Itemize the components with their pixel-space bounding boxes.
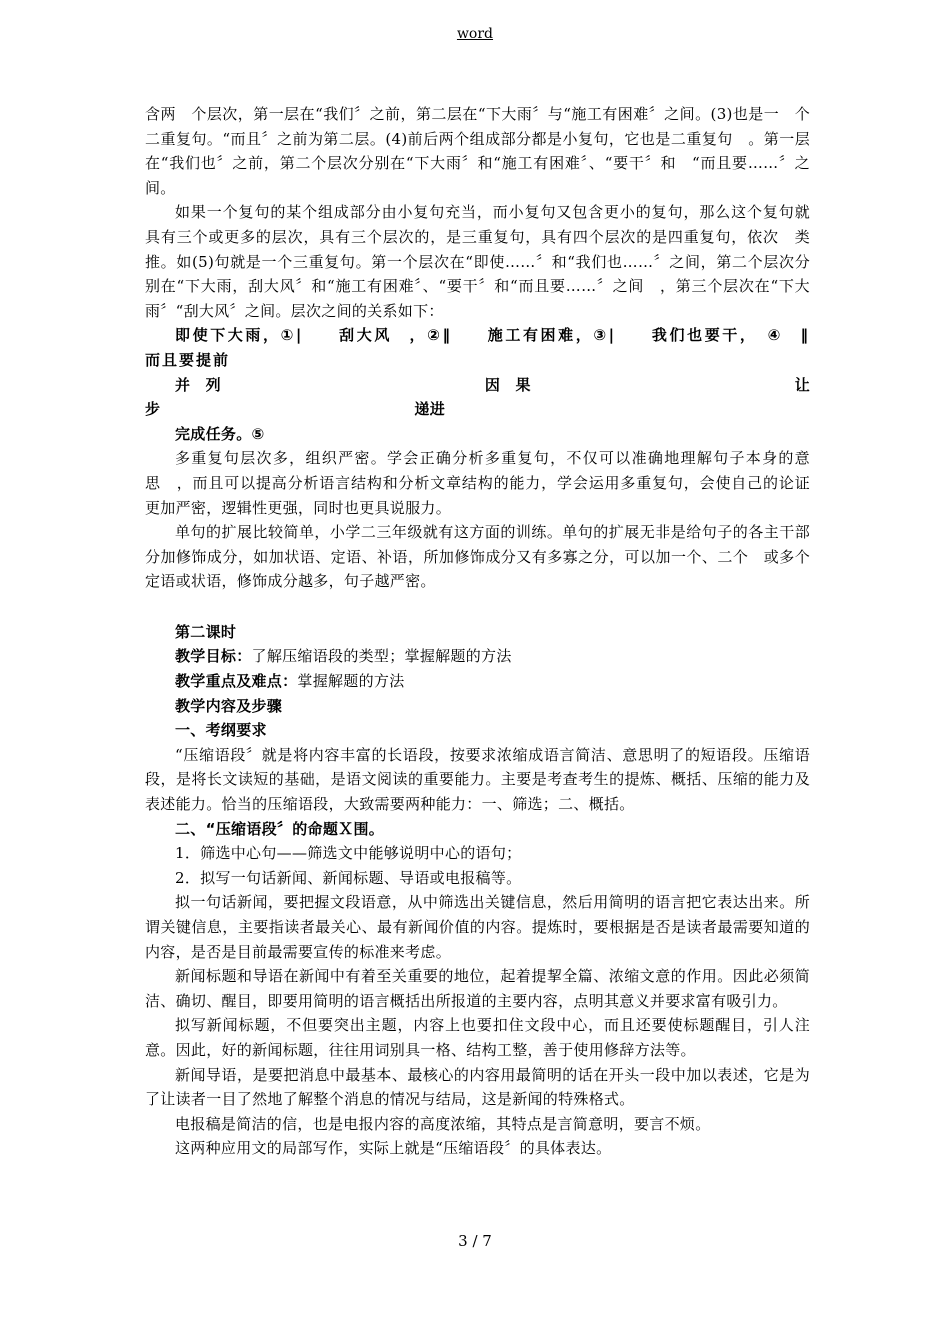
paragraph: 如果一个复句的某个组成部分由小复句充当，而小复句又包含更小的复句，那么这个复句就 具有三个或更多的层次，具有三个层次的，是三重复句，具有四个层次的是四重复句，依次 类推。如(5)句就是一个三重复句。第一个层次在“即使……〞和“我们也……〞之间，第二个层次分别在“下大雨，刮大风〞和“施工有困难〞、“要干〞和“而且要……〞之间 ，第三个层次在“下大雨〞“刮大风〞之间。层次之间的关系如下： [145, 203, 826, 320]
paragraph: 多重复句层次多，组织严密。学会正确分析多重复句，不仅可以准确地理解句子本身的意思 ，而且可以提高分析语言结构和分析文章结构的能力，学会运用多重复句，会使自己的论证 更加严密，逻辑性更强，同时也更具说服力。 [145, 449, 826, 517]
page-footer [0, 1232, 950, 1250]
relation-row [145, 373, 810, 398]
list-item: 2．拟写一句话新闻、新闻标题、导语或电报稿等。 [175, 868, 522, 887]
paragraph: 这两种应用文的局部写作，实际上就是“压缩语段〞的具体表达。 [175, 1139, 612, 1158]
relation-label: 让 [794, 375, 810, 394]
goal-text: 了解压缩语段的类型；掌握解题的方法 [251, 647, 512, 666]
relation-label: 递进 [414, 400, 445, 419]
section-title: 一、考纲要求 [175, 721, 267, 740]
goal-label: 教学目标： [175, 647, 252, 666]
teaching-goal [145, 644, 810, 669]
relation-label: 因 果 [484, 375, 531, 394]
example-sentence-end: 完成任务。⑤ [175, 424, 265, 443]
paragraph: 拟写新闻标题，不但要突出主题，内容上也要扣住文段中心，而且还要使标题醒目，引人注意。因此，好的新闻标题，往往用词别具一格、结构工整，善于使用修辞方法等。 [145, 1016, 810, 1059]
lesson-title: 第二课时 [175, 622, 237, 641]
content-title: 教学内容及步骤 [175, 696, 283, 715]
page-number: 3 / 7 [458, 1232, 492, 1250]
document-body [145, 102, 828, 1161]
page-header [0, 26, 950, 42]
focus-label: 教学重点及难点： [175, 672, 298, 691]
example-sentence: 即使下大雨，①| 刮大风 ，②‖ 施工有困难，③| 我们也要干， ④ ‖ 而且要提前 [145, 326, 828, 369]
paragraph: 电报稿是简洁的信，也是电报内容的高度浓缩，其特点是言简意明，要言不烦。 [175, 1114, 711, 1133]
relation-label: 并 列 [175, 375, 221, 394]
paragraph: 新闻标题和导语在新闻中有着至关重要的地位，起着提挈全篇、浓缩文意的作用。因此必须简洁、确切、醒目，即要用简明的语言概括出所报道的主要内容，点明其意义并要求富有吸引力。 [145, 967, 810, 1010]
teaching-focus [145, 669, 810, 694]
list-item: 1．筛选中心句——筛选文中能够说明中心的语句； [175, 844, 522, 863]
paragraph: 新闻导语，是要把消息中最基本、最核心的内容用最简明的话在开头一段中加以表述，它是为了让读者一目了然地了解整个消息的情况与结局，这是新闻的特殊格式。 [145, 1065, 810, 1109]
paragraph: 含两 个层次，第一层在“我们〞之前，第二层在“下大雨〞与“施工有困难〞之间。(3)也是一 个二重复句。“而且〞之前为第二层。(4)前后两个组成部分都是小复句，它也是二重复句 。第一层在“我们也〞之前，第二个层次分别在“下大雨〞和“施工有困难〞、“要干〞和 “而且要……〞之间。 [145, 105, 810, 197]
paragraph: “压缩语段〞就是将内容丰富的长语段，按要求浓缩成语言简洁、意思明了的短语段。压缩语段，是将长文读短的基础，是语文阅读的重要能力。主要是考查考生的提炼、概括、压缩的能力及表述能力。恰当的压缩语段，大致需要两种能力：一、筛选；二、概括。 [145, 745, 810, 814]
section-title: 二、“压缩语段〞的命题Ｘ围。 [175, 819, 385, 838]
paragraph: 单句的扩展比较简单，小学二三年级就有这方面的训练。单句的扩展无非是给句子的各主干部分加修饰成分，如加状语、定语、补语，所加修饰成分又有多寡之分，可以加一个、二个 或多个定语或状语，修饰成分越多，句子越严密。 [145, 523, 810, 591]
relation-row [145, 397, 810, 422]
focus-text: 掌握解题的方法 [297, 672, 405, 691]
relation-label: 步 [145, 400, 161, 419]
paragraph: 拟一句话新闻，要把握文段语意，从中筛选出关键信息，然后用简明的语言把它表达出来。所谓关键信息，主要指读者最关心、最有新闻价值的内容。提炼时，要根据是否是读者最需要知道的内容，是否是目前最需要宣传的标准来考虑。 [145, 893, 810, 961]
header-label: word [456, 26, 494, 42]
